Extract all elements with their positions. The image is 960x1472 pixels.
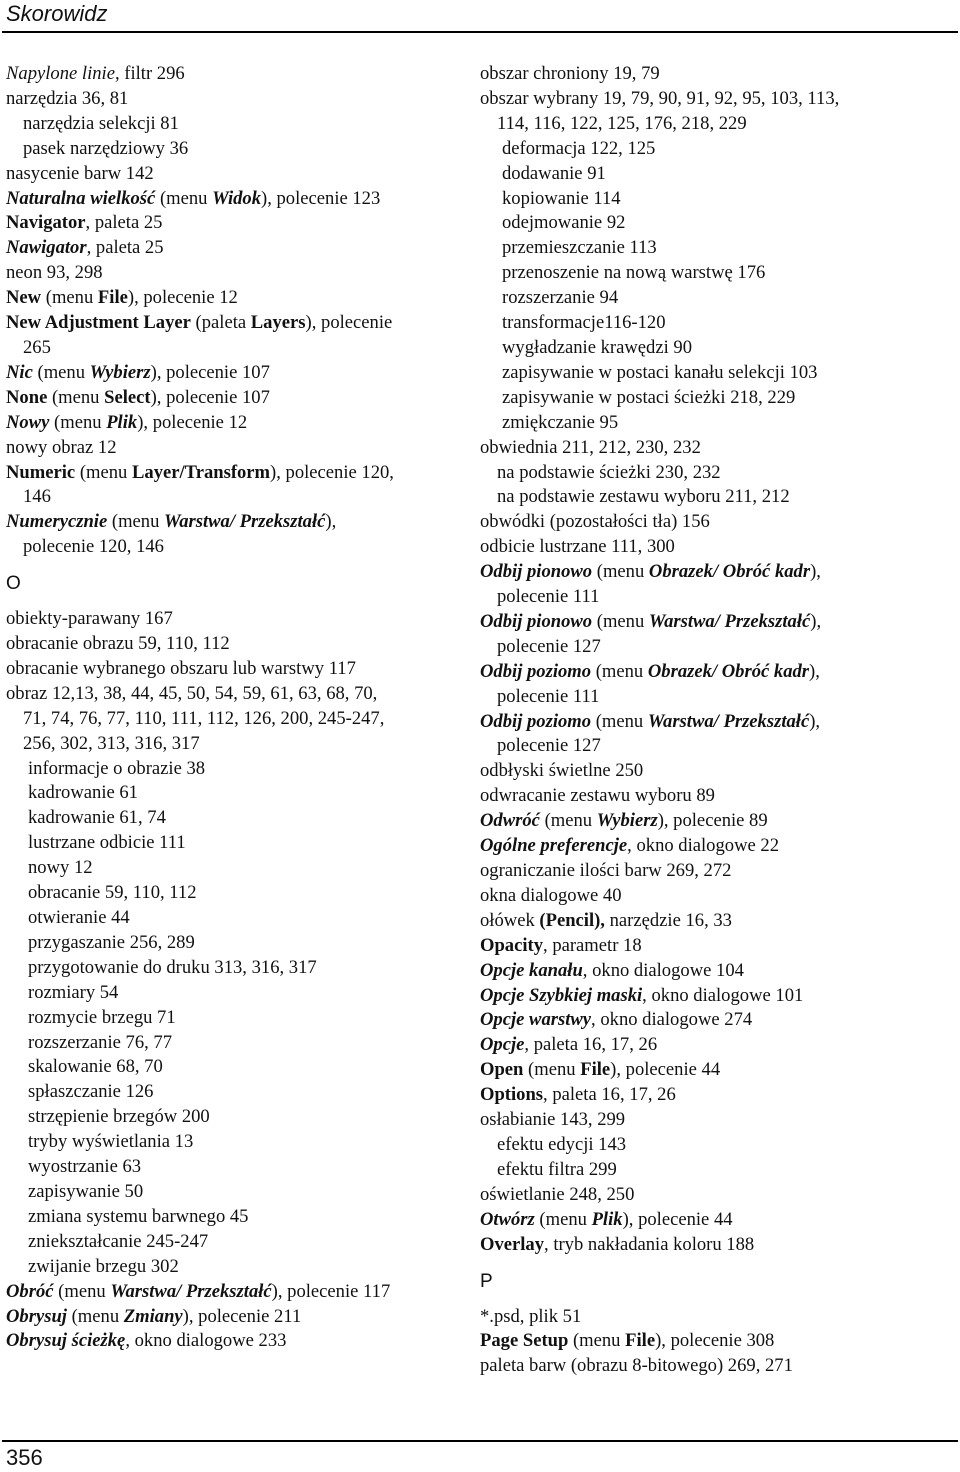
index-term: File [625,1330,656,1352]
index-text: , okno dialogowe 104 [582,959,744,981]
index-text: kadrowanie 61 [28,782,138,804]
index-subentry [6,757,476,782]
index-entry [480,1354,956,1379]
index-subentry [480,187,956,212]
index-subentry [480,461,956,486]
index-text: odwracanie zestawu wyboru 89 [480,785,715,807]
index-subentry [6,1031,476,1056]
index-text: , okno dialogowe 274 [591,1009,753,1031]
index-text: , paleta 16, 17, 26 [524,1034,658,1056]
index-text: *.psd, plik 51 [480,1305,582,1327]
index-entry [480,87,956,112]
index-text: wyostrzanie 63 [28,1156,142,1178]
index-subentry [480,635,956,660]
index-text: rozmycie brzegu 71 [28,1006,176,1028]
index-text: przemieszczanie 113 [502,237,657,259]
index-subentry [6,881,476,906]
index-text: transformacje116-120 [502,312,666,334]
index-term: Obrazek/ Obróć kadr [647,660,810,682]
index-subentry [6,906,476,931]
index-entry [480,1058,956,1083]
index-text: zapisywanie w postaci kanału selekcji 103 [502,361,818,383]
index-term: Plik [591,1208,623,1230]
index-text: lustrzane odbicie 111 [28,832,186,854]
index-entry [480,62,956,87]
index-text: wygładzanie krawędzi 90 [502,336,692,358]
index-subentry [6,1255,476,1280]
index-term: Nowy [6,411,50,433]
index-term: Odbij poziomo [480,710,592,732]
index-term: Select [104,386,151,408]
index-text: 265 [23,336,51,358]
index-term: Nawigator [6,237,87,259]
index-text: obracanie wybranego obszaru lub warstwy 117 [6,657,356,679]
index-entry [480,759,956,784]
index-text: polecenie 111 [497,586,600,608]
index-text: ), polecenie 107 [150,386,270,408]
index-text: obwiednia 211, 212, 230, 232 [480,436,701,458]
index-entry [480,1183,956,1208]
index-term: Warstwa/ Przekształć [110,1280,272,1302]
index-text: polecenie 111 [497,685,600,707]
index-text: na podstawie zestawu wyboru 211, 212 [497,486,790,508]
index-text: osłabianie 143, 299 [480,1109,626,1131]
index-term: (Pencil), [539,909,605,931]
index-subentry [6,781,476,806]
index-term: Odbij pionowo [480,610,593,632]
index-text: ), polecenie 12 [127,287,238,309]
index-subentry [480,585,956,610]
index-text: (menu [534,1208,592,1230]
index-entry [480,784,956,809]
index-entry [6,386,476,411]
index-term: Opcje warstwy [480,1009,592,1031]
index-subentry [6,1180,476,1205]
index-entry [480,660,956,685]
index-column-left [6,62,476,1354]
index-entry [6,632,476,657]
index-entry [480,959,956,984]
index-subentry [480,1133,956,1158]
index-term: Layer/Transform [132,461,271,483]
index-entry [480,834,956,859]
index-text: obwódki (pozostałości tła) 156 [480,511,710,533]
index-subentry [6,732,476,757]
index-term: Plik [106,411,138,433]
index-text: odbicie lustrzane 111, 300 [480,536,675,558]
index-term: Overlay [480,1233,545,1255]
index-entry [480,1083,956,1108]
index-subentry [480,236,956,261]
index-entry [6,436,476,461]
index-text: efektu filtra 299 [497,1158,617,1180]
index-entry [6,1329,476,1354]
index-text: na podstawie ścieżki 230, 232 [497,461,721,483]
index-text: (paleta [190,312,251,334]
index-entry [6,311,476,336]
index-subentry [480,311,956,336]
index-text: ), polecenie 308 [655,1330,775,1352]
index-text: (menu [66,1305,124,1327]
index-subentry [6,1006,476,1031]
index-entry [480,610,956,635]
index-text: (menu [568,1330,626,1352]
index-text: , tryb nakładania koloru 188 [544,1233,755,1255]
index-text: okna dialogowe 40 [480,884,622,906]
index-text: ołówek [480,909,540,931]
index-text: narzędzia selekcji 81 [23,112,179,134]
index-term: None [6,386,48,408]
index-text: ), polecenie 89 [657,810,768,832]
index-term: File [97,287,128,309]
index-text: ), [325,511,337,533]
index-text: zmiękczanie 95 [502,411,619,433]
index-subentry [480,286,956,311]
index-text: otwieranie 44 [28,907,130,928]
index-entry [480,1329,956,1354]
index-subentry [6,112,476,137]
index-text: (menu [32,361,90,383]
index-subentry [6,1105,476,1130]
index-text: informacje o obrazie 38 [28,757,206,779]
index-text: neon 93, 298 [6,262,103,284]
index-entry [480,510,956,535]
index-text: 114, 116, 122, 125, 176, 218, 229 [497,112,747,134]
index-term: Numerycznie [6,511,108,533]
index-entry [6,461,476,486]
index-text: rozszerzanie 94 [502,287,619,309]
index-term: Odwróć [480,810,540,832]
index-term: Opcje Szybkiej maski [480,984,643,1006]
index-text: , okno dialogowe 233 [125,1330,287,1352]
index-subentry [480,112,956,137]
index-term: Obrysuj [6,1305,67,1327]
page-number: 356 [6,1445,43,1470]
index-entry [480,984,956,1009]
index-text: (menu [53,1280,111,1302]
index-text: (menu [47,386,105,408]
index-text: ), polecenie 117 [271,1280,391,1302]
index-text: odejmowanie 92 [502,212,626,234]
index-text: zmiana systemu barwnego 45 [28,1205,249,1227]
index-text: kadrowanie 61, 74 [28,807,166,829]
index-term: Opcje [480,1034,525,1056]
index-term: Wybierz [89,361,151,383]
index-text: (menu [591,660,648,682]
index-text: przygotowanie do druku 313, 316, 317 [28,956,317,978]
index-text: ), [810,610,822,632]
index-entry [480,1033,956,1058]
index-text: tryby wyświetlania 13 [28,1131,194,1153]
index-text: obiekty-parawany 167 [6,608,173,630]
index-text: nowy obraz 12 [6,436,117,458]
index-entry [6,187,476,212]
index-text: deformacja 122, 125 [502,137,656,159]
index-entry [480,535,956,560]
index-text: (menu [591,710,648,732]
index-text: spłaszczanie 126 [28,1081,154,1103]
index-text: polecenie 127 [497,735,601,757]
index-text: (menu [523,1059,581,1081]
index-term: Odbij poziomo [480,660,592,682]
index-entry [480,1108,956,1133]
index-term: Otwórz [480,1208,535,1230]
index-text: nasycenie barw 142 [6,162,154,184]
index-text: , okno dialogowe 101 [642,984,804,1006]
index-text: (menu [49,411,107,433]
index-entry [480,710,956,735]
index-subentry [6,956,476,981]
index-entry [480,909,956,934]
index-entry [6,411,476,436]
index-subentry [6,137,476,162]
index-text: rozszerzanie 76, 77 [28,1031,173,1053]
index-entry [480,1305,956,1330]
section-letter: O [6,573,21,595]
index-entry [6,657,476,682]
page-header-title: Skorowidz [6,1,108,26]
index-entry [6,510,476,535]
index-entry [6,261,476,286]
index-entry [6,1280,476,1305]
index-term: Opacity [480,934,544,956]
index-term: Navigator [6,212,86,234]
index-subentry [6,981,476,1006]
index-term: Obrazek/ Obróć kadr [648,561,811,583]
index-text: (menu [539,810,597,832]
index-text: pasek narzędziowy 36 [23,137,189,159]
index-text: ), polecenie 44 [610,1059,721,1081]
index-term: Odbij pionowo [480,561,593,583]
index-text: ), polecenie 12 [137,411,248,433]
index-text: ), polecenie 44 [622,1208,733,1230]
index-text: przygaszanie 256, 289 [28,931,195,953]
index-text: obszar wybrany 19, 79, 90, 91, 92, 95, 103, 113, [480,87,840,109]
index-term: Widok [212,187,262,209]
index-text: zapisywanie 50 [28,1180,144,1202]
index-term: Obrysuj ścieżkę [6,1330,126,1352]
index-text: obraz 12,13, 38, 44, 45, 50, 54, 59, 61, 63, 68, 70, [6,682,378,704]
index-text: narzędzia 36, 81 [6,87,129,109]
index-subentry [480,211,956,236]
index-subentry [6,806,476,831]
index-term: Open [480,1059,524,1081]
index-term: Obróć [6,1280,54,1302]
index-text: obracanie 59, 110, 112 [28,882,197,904]
index-column-right [480,62,956,1379]
index-entry [480,1208,956,1233]
index-term: Warstwa/ Przekształć [164,511,326,533]
index-subentry [6,831,476,856]
index-term: Ogólne preferencje [480,835,628,857]
index-text: (menu [592,561,649,583]
index-entry [6,62,476,87]
index-subentry [6,485,476,510]
index-term: Warstwa/ Przekształć [648,610,811,632]
index-term: Options [480,1084,544,1106]
index-subentry [480,411,956,436]
index-text: paleta barw (obrazu 8-bitowego) 269, 271 [480,1355,793,1377]
index-text: oświetlanie 248, 250 [480,1183,635,1205]
index-text: przenoszenie na nową warstwę 176 [502,262,766,284]
index-entry [6,87,476,112]
index-subentry [480,162,956,187]
header-divider [2,31,958,33]
index-subentry [480,485,956,510]
index-subentry [6,535,476,560]
index-subentry [6,336,476,361]
index-term: File [580,1059,611,1081]
index-subentry [6,1205,476,1230]
index-text: ), polecenie 211 [182,1305,302,1327]
index-term: Warstwa/ Przekształć [647,710,810,732]
index-term: Page Setup [480,1330,569,1352]
index-text: zwijanie brzegu 302 [28,1255,179,1277]
index-text: (menu [107,511,165,533]
index-entry [6,211,476,236]
index-subentry [6,1155,476,1180]
index-entry [6,361,476,386]
index-text: polecenie 127 [497,635,601,657]
index-text: ), polecenie 123 [261,187,381,209]
index-text: ), polecenie [305,312,393,334]
index-term: Layers [250,312,306,334]
index-text: ), [809,660,820,682]
index-subentry [480,685,956,710]
index-entry [480,859,956,884]
index-text: dodawanie 91 [502,162,606,184]
footer-divider [2,1440,958,1442]
index-entry [480,1008,956,1033]
index-entry [6,1305,476,1330]
index-term: Zmiany [123,1305,183,1327]
index-term: New [6,287,42,309]
index-text: rozmiary 54 [28,981,119,1003]
index-subentry [480,261,956,286]
index-text: (menu [75,461,132,483]
index-term: Numeric [6,461,76,483]
index-text: odbłyski świetlne 250 [480,760,644,782]
index-text: zapisywanie w postaci ścieżki 218, 229 [502,386,796,408]
index-text: skalowanie 68, 70 [28,1056,163,1078]
index-text: 256, 302, 313, 316, 317 [23,732,200,754]
index-term: Opcje kanału [480,959,583,981]
index-text: ), [810,561,821,583]
index-term: Wybierz [596,810,658,832]
index-text: strzępienie brzegów 200 [28,1106,210,1128]
index-entry [6,162,476,187]
index-text: , filtr 296 [114,63,185,84]
index-term: Naturalna wielkość [6,187,156,209]
index-entry [480,436,956,461]
section-letter: P [480,1270,493,1292]
index-term: New Adjustment Layer [6,312,191,334]
index-subentry [480,386,956,411]
index-text: narzędzie 16, 33 [604,909,732,931]
index-text: , paleta 16, 17, 26 [543,1084,676,1106]
index-text: efektu edycji 143 [497,1133,627,1155]
index-text: (menu [41,287,98,309]
index-text: , paleta 25 [86,237,164,259]
index-entry [6,236,476,261]
index-text: ), [809,710,821,732]
index-subentry [6,931,476,956]
index-entry [480,934,956,959]
index-subentry [6,1230,476,1255]
index-subentry [6,1130,476,1155]
index-text: obracanie obrazu 59, 110, 112 [6,633,230,655]
index-text: ), polecenie 107 [150,361,270,383]
index-subentry [480,361,956,386]
index-term: Nic [6,361,33,383]
index-text: 146 [23,486,51,508]
index-subentry [6,1055,476,1080]
index-subentry [6,1080,476,1105]
index-entry [480,1233,956,1258]
index-text: , paleta 25 [85,212,163,234]
index-entry [480,560,956,585]
index-subentry [480,336,956,361]
index-text: kopiowanie 114 [502,187,621,209]
index-text: ograniczanie ilości barw 269, 272 [480,860,732,881]
index-subentry [6,707,476,732]
index-text: polecenie 120, 146 [23,536,164,558]
index-text: , parametr 18 [543,934,642,956]
index-subentry [6,856,476,881]
index-text: obszar chroniony 19, 79 [480,63,660,84]
index-text: ), polecenie 120, [270,461,394,483]
index-subentry [480,734,956,759]
index-entry [6,607,476,632]
index-term: Napylone linie [6,63,115,84]
index-entry [6,682,476,707]
index-text: nowy 12 [28,857,93,879]
index-text: (menu [155,187,213,209]
index-text: , okno dialogowe 22 [627,835,779,857]
index-entry [480,809,956,834]
index-entry [480,884,956,909]
index-text: 71, 74, 76, 77, 110, 111, 112, 126, 200, 245-247, [23,707,385,729]
index-text: zniekształcanie 245-247 [28,1230,209,1252]
index-subentry [480,1158,956,1183]
index-entry [6,286,476,311]
index-subentry [480,137,956,162]
index-text: (menu [592,610,649,632]
